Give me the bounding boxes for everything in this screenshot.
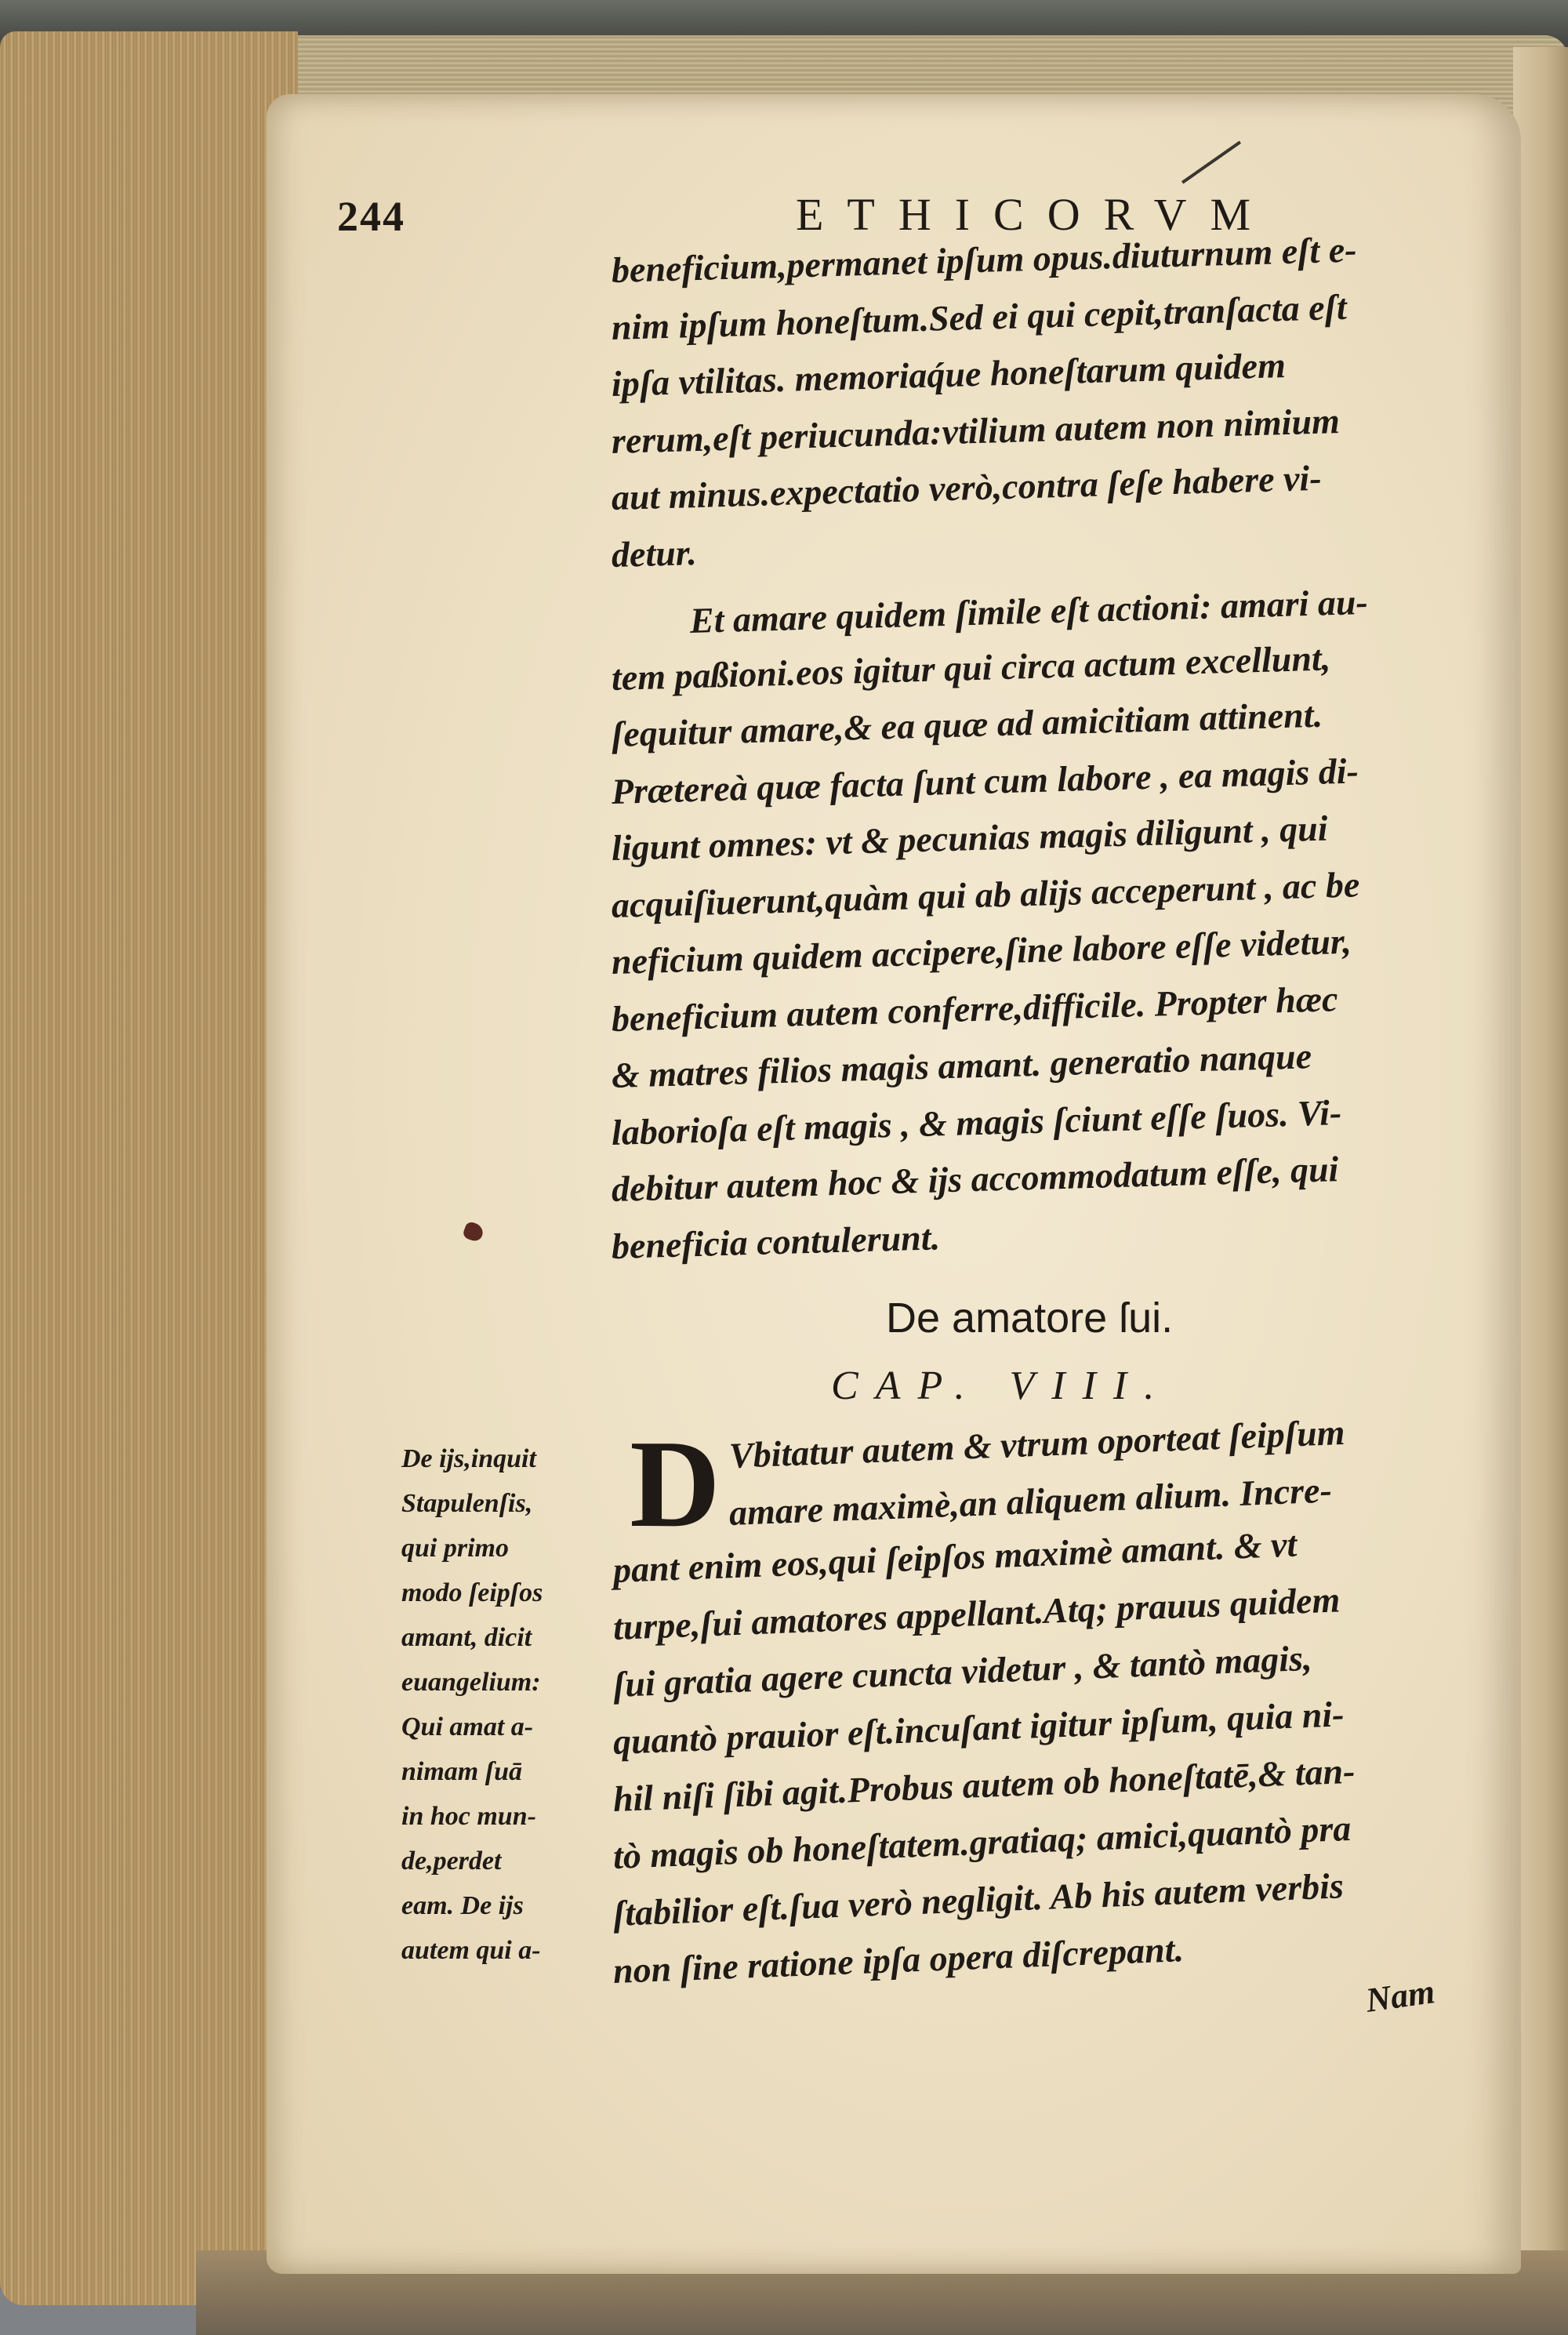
body-line: nim ipſum honeſtum.Sed ei qui cepit,tranſacta eſt [611,286,1348,347]
body-line: rerum,eſt periucunda:vtilium autem non nimium [611,400,1341,461]
running-title: ETHICORVM [796,189,1275,240]
marginal-note-line: Stapulenſis, [401,1489,533,1518]
marginal-note-line: amant, dicit [401,1623,532,1652]
body-line: Prætereà quæ facta ſunt cum labore , ea magis di- [611,750,1359,812]
chapter-heading: CAP. VIII. [831,1364,1172,1408]
marginal-note-line: De ijs,inquit [401,1444,536,1473]
body-line: beneficium autem conferre,difficile. Propter hæc [611,978,1339,1039]
body-line: beneficia contulerunt. [611,1216,941,1266]
body-line: neficium quidem accipere,ſine labore eſſe videtur, [611,921,1352,982]
body-line: aut minus.expectatio verò,contra ſeſe habere vi- [611,457,1323,517]
body-line: acquiſiuerunt,quàm qui ab alijs acceperunt , ac be [611,863,1360,925]
body-line: ſequitur amare,& ea quæ ad amicitiam attinent. [611,694,1323,754]
marginal-note-line: qui primo [401,1534,509,1563]
marginal-note-line: euangelium: [401,1668,541,1697]
body-line: amare maximè,an aliquem alium. Incre- [728,1469,1333,1533]
marginal-note-line: eam. De ijs [401,1891,524,1920]
facing-page-edge [1513,47,1568,2335]
body-line: laborioſa eſt magis , & magis ſciunt eſſe ſuos. Vi- [611,1091,1342,1153]
body-line: Et amare quidem ſimile eſt actioni: amari au- [689,581,1369,641]
body-line: Vbitatur autem & vtrum oporteat ſeipſum [728,1411,1346,1476]
drop-capital: D [630,1414,720,1553]
marginal-note-line: in hoc mun- [401,1802,536,1831]
body-line: hil niſi ſibi agit.Probus autem ob honeſtatē,& tan- [612,1750,1356,1819]
page-number: 244 [337,193,405,240]
body-line: ligunt omnes: vt & pecunias magis diligunt , qui [611,808,1329,868]
catchword: Nam [1363,1972,1437,2020]
marginal-note-line: nimam ſuā [401,1757,522,1786]
body-line: detur. [611,532,698,575]
body-line: debitur autem hoc & ijs accommodatum eſſe, qui [611,1149,1339,1209]
body-line: tem paßioni.eos igitur qui circa actum excellunt, [611,637,1331,698]
body-line: turpe,ſui amatores appellant.Atq; prauus quidem [612,1579,1341,1647]
body-line: quantò prauior eſt.incuſant igitur ipſum, quia ni- [612,1694,1345,1762]
body-line: & matres filios magis amant. generatio nanque [611,1036,1312,1095]
marginal-note-line: Qui amat a- [401,1712,534,1741]
body-line: ſtabilior eſt.ſua verò negligit. Ab his autem verbis [612,1865,1345,1934]
marginal-note-line: de,perdet [401,1847,502,1876]
body-line: ſui gratia agere cuncta videtur , & tantò magis, [612,1637,1313,1705]
body-line: ipſa vtilitas. memoriaq́ue honeſtarum quidem [611,344,1287,404]
section-title: De amatore ſui. [886,1295,1174,1342]
body-line: beneficium,permanet ipſum opus.diuturnum eſt e- [611,229,1358,290]
marginal-note-line: autem qui a- [401,1936,541,1965]
body-line: pant enim eos,qui ſeipſos maximè amant. & vt [612,1523,1298,1590]
marginal-note-line: modo ſeipſos [401,1578,543,1607]
body-line: non ſine ratione ipſa opera diſcrepant. [612,1929,1185,1991]
page-edges-left [0,31,298,2305]
body-line: tò magis ob honeſtatem.gratiaq; amici,quantò pra [612,1807,1352,1876]
